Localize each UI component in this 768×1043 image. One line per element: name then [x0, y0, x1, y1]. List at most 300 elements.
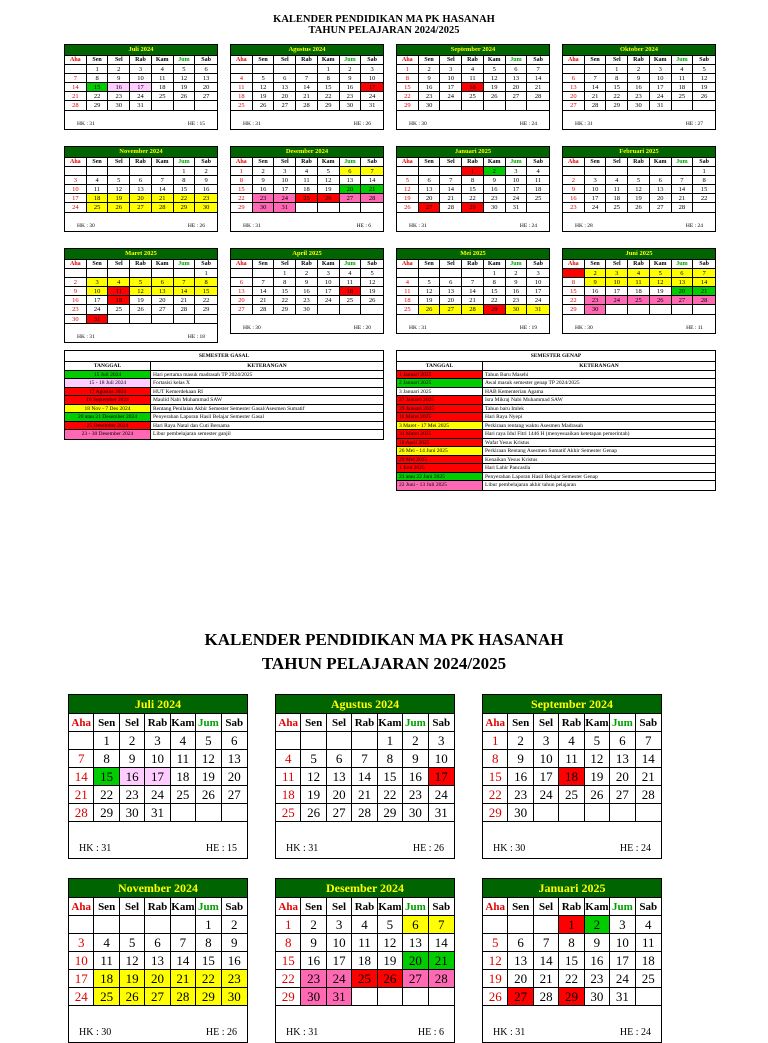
day-cell[interactable]: 31 [274, 203, 296, 212]
day-cell[interactable]: 1 [94, 732, 119, 750]
day-cell[interactable]: 20 [130, 194, 152, 203]
day-cell[interactable]: 11 [87, 185, 109, 194]
day-cell[interactable]: 22 [559, 970, 584, 988]
day-cell[interactable]: 23 [585, 296, 607, 305]
day-cell[interactable]: 22 [174, 194, 196, 203]
day-cell[interactable]: 2 [296, 269, 318, 278]
day-cell[interactable]: 18 [108, 296, 130, 305]
day-cell[interactable]: 1 [318, 65, 340, 74]
day-cell[interactable]: 1 [484, 269, 506, 278]
day-cell[interactable]: 6 [145, 934, 170, 952]
day-cell[interactable]: 18 [636, 952, 661, 970]
day-cell[interactable]: 18 [152, 83, 174, 92]
day-cell[interactable]: 6 [231, 278, 253, 287]
day-cell[interactable]: 7 [65, 74, 87, 83]
day-cell[interactable]: 16 [585, 287, 607, 296]
day-cell[interactable]: 18 [171, 768, 196, 786]
day-cell[interactable]: 22 [318, 92, 340, 101]
day-cell[interactable]: 24 [610, 970, 635, 988]
day-cell[interactable]: 10 [610, 934, 635, 952]
day-cell[interactable]: 28 [171, 988, 196, 1006]
day-cell[interactable]: 13 [340, 176, 362, 185]
day-cell[interactable]: 3 [610, 916, 635, 934]
day-cell[interactable]: 4 [559, 732, 584, 750]
day-cell[interactable]: 7 [429, 916, 454, 934]
day-cell[interactable]: 20 [508, 970, 533, 988]
day-cell[interactable]: 15 [484, 287, 506, 296]
day-cell[interactable]: 28 [296, 101, 318, 110]
day-cell[interactable]: 21 [69, 786, 94, 804]
day-cell[interactable]: 25 [231, 101, 253, 110]
day-cell[interactable]: 26 [650, 296, 672, 305]
day-cell[interactable]: 14 [174, 287, 196, 296]
day-cell[interactable]: 4 [397, 278, 419, 287]
day-cell[interactable]: 19 [484, 83, 506, 92]
day-cell[interactable]: 20 [563, 92, 585, 101]
day-cell[interactable]: 9 [301, 934, 326, 952]
day-cell[interactable]: 18 [352, 952, 377, 970]
day-cell[interactable]: 14 [69, 768, 94, 786]
day-cell[interactable]: 22 [94, 786, 119, 804]
day-cell[interactable]: 14 [440, 185, 462, 194]
day-cell[interactable]: 31 [527, 305, 549, 314]
day-cell[interactable]: 22 [483, 786, 508, 804]
day-cell[interactable]: 23 [508, 786, 533, 804]
day-cell[interactable]: 30 [484, 203, 506, 212]
day-cell[interactable]: 8 [563, 278, 585, 287]
day-cell[interactable]: 14 [462, 287, 484, 296]
day-cell[interactable]: 8 [397, 74, 419, 83]
day-cell[interactable]: 2 [628, 65, 650, 74]
day-cell[interactable]: 1 [276, 916, 301, 934]
day-cell[interactable]: 5 [484, 65, 506, 74]
day-cell[interactable]: 15 [563, 287, 585, 296]
day-cell[interactable]: 13 [152, 287, 174, 296]
day-cell[interactable]: 12 [628, 185, 650, 194]
day-cell[interactable]: 1 [606, 65, 628, 74]
day-cell[interactable]: 15 [606, 83, 628, 92]
day-cell[interactable]: 27 [610, 786, 635, 804]
day-cell[interactable]: 4 [352, 916, 377, 934]
day-cell[interactable]: 17 [327, 952, 352, 970]
day-cell[interactable]: 29 [196, 988, 221, 1006]
day-cell[interactable]: 7 [361, 167, 383, 176]
day-cell[interactable]: 26 [196, 786, 221, 804]
day-cell[interactable]: 15 [378, 768, 403, 786]
day-cell[interactable]: 12 [120, 952, 145, 970]
day-cell[interactable]: 26 [419, 305, 441, 314]
day-cell[interactable]: 6 [403, 916, 428, 934]
day-cell[interactable]: 1 [462, 167, 484, 176]
day-cell[interactable]: 24 [585, 203, 607, 212]
day-cell[interactable]: 21 [361, 185, 383, 194]
day-cell[interactable]: 28 [462, 305, 484, 314]
day-cell[interactable]: 16 [340, 83, 362, 92]
day-cell[interactable]: 4 [152, 65, 174, 74]
day-cell[interactable]: 9 [65, 287, 87, 296]
day-cell[interactable]: 4 [296, 167, 318, 176]
day-cell[interactable]: 10 [145, 750, 170, 768]
day-cell[interactable]: 13 [440, 287, 462, 296]
day-cell[interactable]: 20 [340, 185, 362, 194]
day-cell[interactable]: 26 [378, 970, 403, 988]
day-cell[interactable]: 31 [610, 988, 635, 1006]
day-cell[interactable]: 5 [318, 167, 340, 176]
day-cell[interactable]: 3 [440, 65, 462, 74]
day-cell[interactable]: 6 [340, 167, 362, 176]
day-cell[interactable]: 2 [508, 732, 533, 750]
day-cell[interactable]: 13 [508, 952, 533, 970]
day-cell[interactable]: 31 [429, 804, 454, 822]
day-cell[interactable]: 21 [352, 786, 377, 804]
day-cell[interactable]: 2 [301, 916, 326, 934]
day-cell[interactable]: 16 [403, 768, 428, 786]
day-cell[interactable]: 2 [108, 65, 130, 74]
day-cell[interactable]: 24 [506, 194, 528, 203]
day-cell[interactable]: 1 [174, 167, 196, 176]
day-cell[interactable]: 25 [108, 305, 130, 314]
day-cell[interactable]: 7 [152, 176, 174, 185]
day-cell[interactable]: 8 [483, 750, 508, 768]
day-cell[interactable]: 28 [361, 194, 383, 203]
day-cell[interactable]: 22 [378, 786, 403, 804]
day-cell[interactable]: 24 [87, 305, 109, 314]
day-cell[interactable]: 8 [318, 74, 340, 83]
day-cell[interactable]: 4 [527, 167, 549, 176]
day-cell[interactable]: 11 [628, 278, 650, 287]
day-cell[interactable]: 8 [174, 176, 196, 185]
day-cell[interactable]: 11 [352, 934, 377, 952]
day-cell[interactable]: 24 [650, 92, 672, 101]
day-cell[interactable]: 29 [274, 305, 296, 314]
day-cell[interactable]: 1 [196, 916, 221, 934]
day-cell[interactable]: 16 [253, 185, 275, 194]
day-cell[interactable]: 23 [222, 970, 247, 988]
day-cell[interactable]: 19 [120, 970, 145, 988]
day-cell[interactable]: 6 [274, 74, 296, 83]
day-cell[interactable]: 28 [429, 970, 454, 988]
day-cell[interactable]: 30 [585, 988, 610, 1006]
day-cell[interactable]: 23 [253, 194, 275, 203]
day-cell[interactable]: 4 [462, 65, 484, 74]
day-cell[interactable]: 6 [672, 269, 694, 278]
day-cell[interactable]: 28 [693, 296, 715, 305]
day-cell[interactable]: 1 [559, 916, 584, 934]
day-cell[interactable]: 5 [650, 269, 672, 278]
day-cell[interactable]: 29 [378, 804, 403, 822]
day-cell[interactable]: 6 [610, 732, 635, 750]
day-cell[interactable]: 9 [403, 750, 428, 768]
day-cell[interactable]: 22 [87, 92, 109, 101]
day-cell[interactable]: 2 [340, 65, 362, 74]
day-cell[interactable]: 25 [296, 194, 318, 203]
day-cell[interactable]: 17 [650, 83, 672, 92]
day-cell[interactable]: 22 [462, 194, 484, 203]
day-cell[interactable]: 7 [171, 934, 196, 952]
day-cell[interactable]: 15 [195, 287, 217, 296]
day-cell[interactable]: 17 [610, 952, 635, 970]
day-cell[interactable]: 19 [397, 194, 419, 203]
day-cell[interactable]: 10 [274, 176, 296, 185]
day-cell[interactable]: 25 [352, 970, 377, 988]
day-cell[interactable]: 19 [483, 970, 508, 988]
day-cell[interactable]: 29 [483, 804, 508, 822]
day-cell[interactable]: 29 [606, 101, 628, 110]
day-cell[interactable]: 31 [650, 101, 672, 110]
day-cell[interactable]: 11 [276, 768, 301, 786]
day-cell[interactable]: 16 [563, 194, 585, 203]
day-cell[interactable]: 8 [94, 750, 119, 768]
day-cell[interactable]: 22 [196, 970, 221, 988]
day-cell[interactable]: 8 [276, 934, 301, 952]
day-cell[interactable]: 27 [130, 203, 152, 212]
day-cell[interactable]: 23 [403, 786, 428, 804]
day-cell[interactable]: 3 [69, 934, 94, 952]
day-cell[interactable]: 3 [327, 916, 352, 934]
day-cell[interactable]: 18 [340, 287, 362, 296]
day-cell[interactable]: 20 [650, 194, 672, 203]
day-cell[interactable]: 12 [361, 278, 383, 287]
day-cell[interactable]: 10 [130, 74, 152, 83]
day-cell[interactable]: 9 [508, 750, 533, 768]
day-cell[interactable]: 19 [585, 768, 610, 786]
day-cell[interactable]: 5 [108, 176, 130, 185]
day-cell[interactable]: 13 [419, 185, 441, 194]
day-cell[interactable]: 16 [628, 83, 650, 92]
day-cell[interactable]: 8 [484, 278, 506, 287]
day-cell[interactable]: 9 [419, 74, 441, 83]
day-cell[interactable]: 27 [419, 203, 441, 212]
day-cell[interactable]: 24 [65, 203, 87, 212]
day-cell[interactable]: 12 [301, 768, 326, 786]
day-cell[interactable]: 19 [628, 194, 650, 203]
day-cell[interactable]: 10 [327, 934, 352, 952]
day-cell[interactable]: 19 [378, 952, 403, 970]
day-cell[interactable]: 4 [87, 176, 109, 185]
day-cell[interactable]: 24 [361, 92, 383, 101]
day-cell[interactable]: 17 [130, 83, 152, 92]
day-cell[interactable]: 19 [419, 296, 441, 305]
day-cell[interactable]: 25 [628, 296, 650, 305]
day-cell[interactable]: 16 [296, 287, 318, 296]
day-cell[interactable]: 14 [65, 83, 87, 92]
day-cell[interactable]: 17 [65, 194, 87, 203]
day-cell[interactable]: 23 [585, 970, 610, 988]
day-cell[interactable]: 5 [361, 269, 383, 278]
day-cell[interactable]: 4 [276, 750, 301, 768]
day-cell[interactable]: 18 [462, 83, 484, 92]
day-cell[interactable]: 30 [253, 203, 275, 212]
day-cell[interactable]: 17 [145, 768, 170, 786]
day-cell[interactable]: 6 [650, 176, 672, 185]
day-cell[interactable]: 20 [231, 296, 253, 305]
day-cell[interactable]: 13 [222, 750, 247, 768]
day-cell[interactable]: 26 [253, 101, 275, 110]
day-cell[interactable]: 14 [253, 287, 275, 296]
day-cell[interactable]: 24 [130, 92, 152, 101]
day-cell[interactable]: 27 [231, 305, 253, 314]
day-cell[interactable]: 13 [650, 185, 672, 194]
day-cell[interactable]: 27 [508, 988, 533, 1006]
day-cell[interactable]: 21 [462, 296, 484, 305]
day-cell[interactable]: 7 [534, 934, 559, 952]
day-cell[interactable]: 24 [318, 296, 340, 305]
day-cell[interactable]: 6 [152, 278, 174, 287]
day-cell[interactable]: 3 [606, 269, 628, 278]
day-cell[interactable]: 10 [534, 750, 559, 768]
day-cell[interactable]: 21 [152, 194, 174, 203]
day-cell[interactable]: 17 [527, 287, 549, 296]
day-cell[interactable]: 29 [174, 203, 196, 212]
day-cell[interactable]: 9 [195, 176, 217, 185]
day-cell[interactable]: 25 [672, 92, 694, 101]
day-cell[interactable]: 31 [145, 804, 170, 822]
day-cell[interactable]: 7 [352, 750, 377, 768]
day-cell[interactable]: 14 [636, 750, 661, 768]
day-cell[interactable]: 18 [296, 185, 318, 194]
day-cell[interactable]: 10 [87, 287, 109, 296]
day-cell[interactable]: 6 [563, 74, 585, 83]
day-cell[interactable]: 3 [650, 65, 672, 74]
day-cell[interactable]: 14 [672, 185, 694, 194]
day-cell[interactable]: 18 [628, 287, 650, 296]
day-cell[interactable]: 19 [196, 768, 221, 786]
day-cell[interactable]: 10 [318, 278, 340, 287]
day-cell[interactable]: 4 [94, 934, 119, 952]
day-cell[interactable]: 12 [397, 185, 419, 194]
day-cell[interactable]: 12 [130, 287, 152, 296]
day-cell[interactable]: 26 [130, 305, 152, 314]
day-cell[interactable]: 22 [693, 194, 715, 203]
day-cell[interactable]: 4 [672, 65, 694, 74]
day-cell[interactable]: 31 [361, 101, 383, 110]
day-cell[interactable]: 15 [693, 185, 715, 194]
day-cell[interactable]: 28 [440, 203, 462, 212]
day-cell[interactable]: 12 [484, 74, 506, 83]
day-cell[interactable]: 6 [130, 176, 152, 185]
day-cell[interactable]: 29 [231, 203, 253, 212]
day-cell[interactable]: 27 [563, 101, 585, 110]
day-cell[interactable]: 25 [94, 988, 119, 1006]
day-cell[interactable]: 21 [65, 92, 87, 101]
day-cell[interactable]: 27 [327, 804, 352, 822]
day-cell[interactable]: 15 [483, 768, 508, 786]
day-cell[interactable]: 7 [462, 278, 484, 287]
day-cell[interactable]: 9 [628, 74, 650, 83]
day-cell[interactable]: 25 [276, 804, 301, 822]
day-cell[interactable]: 3 [361, 65, 383, 74]
day-cell[interactable]: 18 [231, 92, 253, 101]
day-cell[interactable]: 9 [296, 278, 318, 287]
day-cell[interactable]: 6 [508, 934, 533, 952]
day-cell[interactable]: 8 [693, 176, 715, 185]
day-cell[interactable]: 30 [301, 988, 326, 1006]
day-cell[interactable]: 11 [527, 176, 549, 185]
day-cell[interactable]: 20 [274, 92, 296, 101]
day-cell[interactable]: 6 [195, 65, 217, 74]
day-cell[interactable]: 12 [693, 74, 715, 83]
day-cell[interactable]: 22 [276, 970, 301, 988]
day-cell[interactable]: 15 [276, 952, 301, 970]
day-cell[interactable]: 25 [340, 296, 362, 305]
day-cell[interactable]: 28 [152, 203, 174, 212]
day-cell[interactable]: 30 [585, 305, 607, 314]
day-cell[interactable]: 8 [196, 934, 221, 952]
day-cell[interactable]: 2 [506, 269, 528, 278]
day-cell[interactable]: 23 [108, 92, 130, 101]
day-cell[interactable]: 28 [65, 101, 87, 110]
day-cell[interactable]: 12 [253, 83, 275, 92]
day-cell[interactable]: 29 [276, 988, 301, 1006]
day-cell[interactable]: 24 [440, 92, 462, 101]
day-cell[interactable]: 21 [253, 296, 275, 305]
day-cell[interactable]: 30 [628, 101, 650, 110]
day-cell[interactable]: 24 [606, 296, 628, 305]
day-cell[interactable]: 7 [672, 176, 694, 185]
day-cell[interactable]: 21 [585, 92, 607, 101]
day-cell[interactable]: 22 [606, 92, 628, 101]
day-cell[interactable]: 30 [419, 101, 441, 110]
day-cell[interactable]: 24 [327, 970, 352, 988]
day-cell[interactable]: 13 [506, 74, 528, 83]
day-cell[interactable]: 7 [296, 74, 318, 83]
day-cell[interactable]: 13 [231, 287, 253, 296]
day-cell[interactable]: 25 [462, 92, 484, 101]
day-cell[interactable]: 11 [152, 74, 174, 83]
day-cell[interactable]: 16 [506, 287, 528, 296]
day-cell[interactable]: 14 [527, 74, 549, 83]
day-cell[interactable]: 24 [274, 194, 296, 203]
day-cell[interactable]: 25 [87, 203, 109, 212]
day-cell[interactable]: 20 [506, 83, 528, 92]
day-cell[interactable]: 16 [419, 83, 441, 92]
day-cell[interactable]: 23 [340, 92, 362, 101]
day-cell[interactable]: 17 [318, 287, 340, 296]
day-cell[interactable]: 21 [693, 287, 715, 296]
day-cell[interactable]: 23 [301, 970, 326, 988]
day-cell[interactable]: 26 [628, 203, 650, 212]
day-cell[interactable]: 25 [171, 786, 196, 804]
day-cell[interactable]: 9 [253, 176, 275, 185]
day-cell[interactable]: 12 [174, 74, 196, 83]
day-cell[interactable]: 26 [108, 203, 130, 212]
day-cell[interactable]: 3 [534, 732, 559, 750]
day-cell[interactable]: 20 [327, 786, 352, 804]
day-cell[interactable]: 28 [672, 203, 694, 212]
day-cell[interactable]: 12 [585, 750, 610, 768]
day-cell[interactable]: 17 [606, 287, 628, 296]
day-cell[interactable]: 29 [397, 101, 419, 110]
day-cell[interactable]: 11 [672, 74, 694, 83]
day-cell[interactable]: 9 [340, 74, 362, 83]
day-cell[interactable]: 28 [534, 988, 559, 1006]
day-cell[interactable]: 8 [559, 934, 584, 952]
day-cell[interactable]: 15 [174, 185, 196, 194]
day-cell[interactable]: 11 [94, 952, 119, 970]
day-cell[interactable]: 9 [585, 278, 607, 287]
day-cell[interactable]: 8 [87, 74, 109, 83]
day-cell[interactable]: 9 [222, 934, 247, 952]
day-cell[interactable]: 3 [527, 269, 549, 278]
day-cell[interactable]: 19 [318, 185, 340, 194]
day-cell[interactable]: 27 [195, 92, 217, 101]
day-cell[interactable]: 31 [87, 315, 109, 324]
day-cell[interactable]: 20 [610, 768, 635, 786]
day-cell[interactable]: 26 [174, 92, 196, 101]
day-cell[interactable]: 2 [563, 176, 585, 185]
day-cell[interactable]: 22 [274, 296, 296, 305]
day-cell[interactable]: 19 [130, 296, 152, 305]
